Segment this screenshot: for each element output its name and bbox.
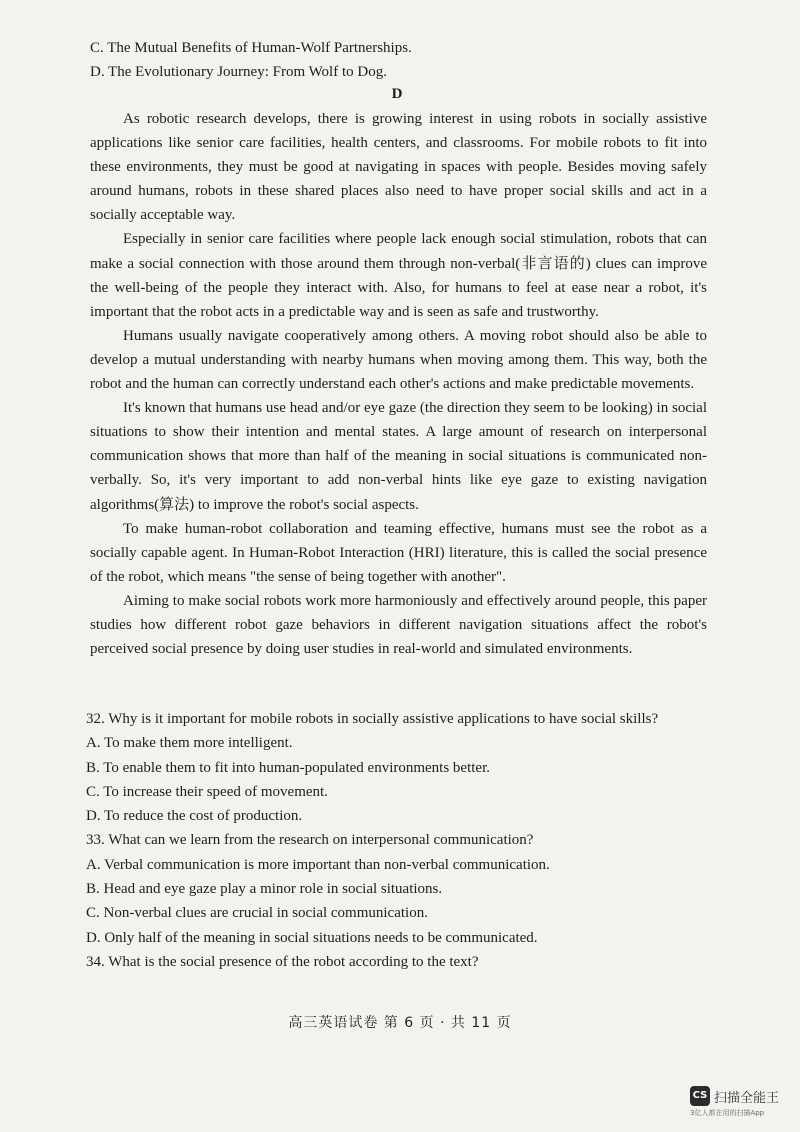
question-32-option-b: B. To enable them to fit into human-populated environments better. (86, 759, 491, 776)
question-33-option-c: C. Non-verbal clues are crucial in social communication. (86, 905, 428, 922)
scanner-watermark (690, 1086, 790, 1120)
question-32-option-a: A. To make them more intelligent. (86, 735, 293, 752)
question-33-option-b: B. Head and eye gaze play a minor role in social situations. (86, 881, 443, 898)
passage-paragraph-4: It's known that humans use head and/or eye gaze (the direction they seem to be looking) in social situations to show their intention and mental states. A large amount of research on interpersonal communication shows that more than half of the meaning in social situations is communicated non-verbally. So, it's very important to add non-verbal hints like eye gaze to existing navigation algorithms(算法) to improve the robot's social aspects. (90, 400, 707, 513)
passage-paragraph-6: Aiming to make social robots work more harmoniously and effectively around people, this paper studies how different robot gaze behaviors in different navigation situations affect the robot's perceived social presence by doing user studies in real-world and simulated environments. (90, 592, 707, 658)
question-33-option-a: A. Verbal communication is more important than non-verbal communication. (86, 856, 550, 873)
question-33-stem: 33. What can we learn from the research on interpersonal communication? (86, 832, 534, 849)
question-34-stem: 34. What is the social presence of the robot according to the text? (86, 953, 479, 970)
section-heading: D (391, 86, 403, 102)
camscanner-logo-icon: CS (690, 1086, 710, 1106)
previous-option-d: D. The Evolutionary Journey: From Wolf to Dog. (90, 64, 387, 80)
question-list (86, 707, 716, 974)
question-32-stem: 32. Why is it important for mobile robots in socially assistive applications to have social skills? (86, 711, 659, 727)
watermark-name: 扫描全能王 (714, 1091, 780, 1106)
question-33-option-d: D. Only half of the meaning in social situations needs to be communicated. (86, 929, 538, 946)
previous-option-c: C. The Mutual Benefits of Human-Wolf Partnerships. (90, 40, 412, 56)
passage-paragraph-1: As robotic research develops, there is growing interest in using robots in socially assistive applications like senior care facilities, health centers, and classrooms. For mobile robots to fit into these environments, they must be good at navigating in spaces with people. Besides moving safely around humans, robots in these shared places also need to have proper social skills and act in a socially acceptable way. (90, 111, 707, 224)
question-32-option-c: C. To increase their speed of movement. (86, 783, 328, 800)
watermark-tagline: 3亿人都在用的扫描App (690, 1109, 765, 1117)
passage-paragraph-3: Humans usually navigate cooperatively among others. A moving robot should also be able to develop a mutual understanding with nearby humans when moving among them. This way, both the robot and the human can correctly understand each other's actions and make predictable movements. (90, 327, 707, 393)
reading-passage (90, 107, 707, 661)
passage-paragraph-2: Especially in senior care facilities where people lack enough social stimulation, robots that can make a social connection with those around them through non-verbal(非言语的) clues can improve the well-being of the people they interact with. Also, for humans to feel at ease near a robot, it's important that the robot acts in a predictable way and is seen as safe and trustworthy. (90, 231, 707, 320)
page-footer: 高三英语试卷 第 6 页 · 共 11 页 (288, 1015, 512, 1031)
passage-paragraph-5: To make human-robot collaboration and teaming effective, humans must see the robot as a socially capable agent. In Human-Robot Interaction (HRI) literature, this is called the social presence of the robot, which means "the sense of being together with another". (90, 520, 707, 585)
question-32-option-d: D. To reduce the cost of production. (86, 808, 303, 825)
